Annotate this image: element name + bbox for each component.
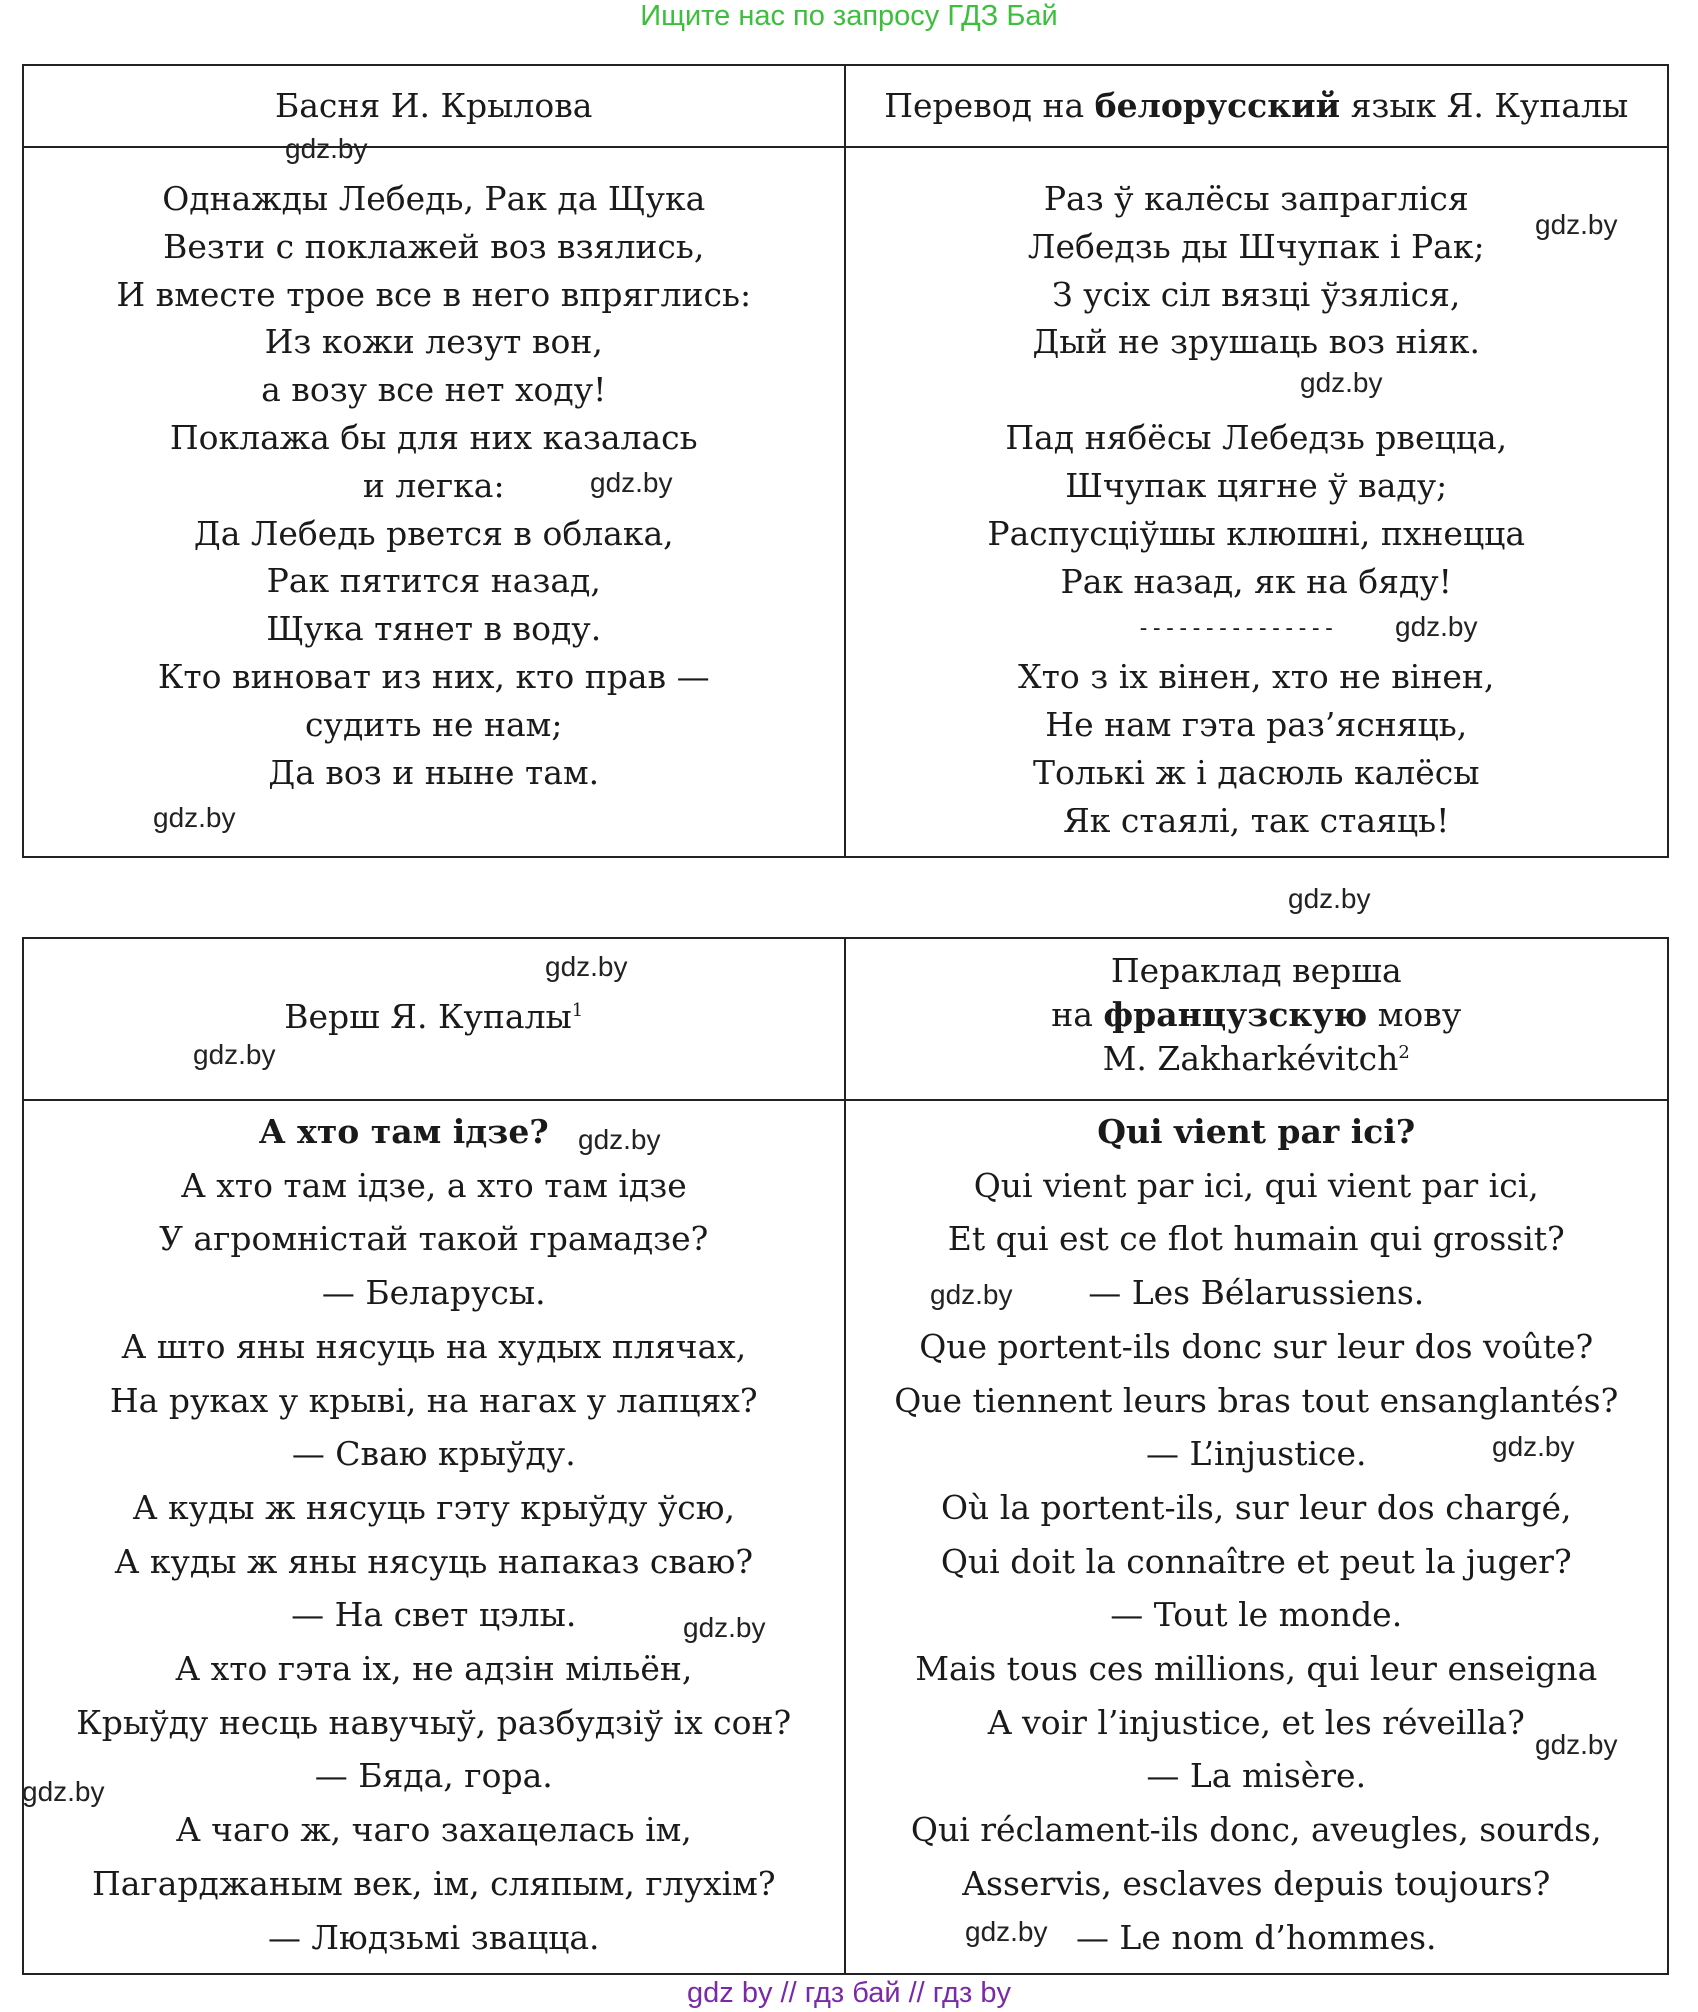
- translation-line: Распусціўшы клюшні, пхнецца: [987, 513, 1526, 553]
- translation-line: Не нам гэта раз’ясняць,: [1045, 705, 1468, 745]
- krylov-fable-text: [24, 148, 846, 856]
- fable-line: Кто виноват из них, кто прав —: [157, 656, 710, 696]
- fable-line: Рак пятится назад,: [266, 561, 601, 601]
- footnote-2: 2: [1398, 1042, 1410, 1063]
- belarusian-bold: белорусский: [1094, 86, 1341, 125]
- translation-line: Пад нябёсы Лебедзь рвецца,: [1005, 418, 1508, 458]
- top-banner: Ищите нас по запросу ГДЗ Бай: [640, 0, 1058, 32]
- french-translation-header: Пераклад верша на французскую мову M. Zakharkévitch$^2$: [1051, 951, 1462, 1078]
- poem-table-header: [24, 939, 1667, 1101]
- poem-line: Пагарджаным век, ім, сляпым, глухім?: [91, 1863, 776, 1903]
- french-line: — Tout le monde.: [1110, 1595, 1403, 1635]
- french-line: — Les Bélarussiens.: [1088, 1273, 1425, 1313]
- kupala-translation-text: [846, 148, 1668, 856]
- fable-line: Поклажа бы для них казалась: [169, 417, 698, 457]
- poem-line: У агромністай такой грамадзе?: [159, 1219, 709, 1259]
- fable-table: [22, 64, 1669, 858]
- french-poem-title: Qui vient par ici?: [1097, 1112, 1416, 1151]
- poem-line: На руках у крыві, на нагах у лапцях?: [109, 1380, 758, 1420]
- watermark: gdz.by: [965, 1916, 1048, 1947]
- watermark: gdz.by: [193, 1039, 276, 1070]
- french-bold: французскую: [1103, 995, 1368, 1034]
- fable-table-header: [24, 66, 1667, 148]
- poem-table: [22, 937, 1669, 1975]
- poem-title: А хто там ідзе?: [258, 1112, 549, 1151]
- watermark: gdz.by: [1535, 209, 1618, 240]
- poem-line: — Бяда, гора.: [314, 1756, 553, 1796]
- fable-line: Да Лебедь рвется в облака,: [193, 513, 674, 553]
- fable-table-body: [24, 148, 1667, 856]
- fable-line: а возу все нет ходу!: [261, 370, 607, 410]
- fable-line: Да воз и ныне там.: [268, 752, 600, 792]
- watermark: gdz.by: [1300, 367, 1383, 398]
- kupala-translation-header: Перевод на белорусский язык Я. Купалы: [884, 86, 1629, 125]
- footnote-1: 1: [571, 1000, 584, 1021]
- french-line: Que tiennent leurs bras tout ensanglantés?: [894, 1380, 1619, 1420]
- french-line: Qui vient par ici, qui vient par ici,: [973, 1165, 1539, 1205]
- watermark: gdz.by: [590, 467, 673, 498]
- translation-line: Дый не зрушаць воз ніяк.: [1032, 322, 1481, 362]
- watermark: gdz.by: [578, 1124, 661, 1155]
- french-line: Asservis, esclaves depuis toujours?: [962, 1863, 1551, 1903]
- translation-line: Раз ў калёсы запрагліся: [1043, 179, 1469, 218]
- translation-line: З усіх сіл вязці ўзяліся,: [1052, 274, 1461, 314]
- poem-line: А чаго ж, чаго захацелась ім,: [175, 1810, 692, 1850]
- poem-line: — На свет цэлы.: [291, 1595, 577, 1635]
- watermark: gdz.by: [1492, 1431, 1575, 1462]
- fable-line: Везти с поклажей воз взялись,: [163, 226, 705, 266]
- poem-line: А куды ж яны нясуць напаказ сваю?: [114, 1541, 754, 1581]
- poem-line: — Людзьмі звацца.: [267, 1917, 600, 1957]
- translation-line: Лебедзь ды Шчупак і Рак;: [1027, 226, 1485, 266]
- poem-line: Крыўду несць навучыў, разбудзіў іх сон?: [76, 1702, 792, 1742]
- french-line: Qui doit la connaître et peut la juger?: [940, 1541, 1572, 1581]
- footer-links: gdz by // гдз бай // гдз by: [687, 1977, 1011, 2009]
- poem-line: А што яны нясуць на худых плячах,: [121, 1326, 747, 1366]
- watermark: gdz.by: [683, 1612, 766, 1643]
- watermark: gdz.by: [22, 1776, 105, 1807]
- poem-line: А хто гэта іх, не адзін мільён,: [175, 1649, 693, 1689]
- fable-line: Из кожи лезут вон,: [264, 322, 603, 362]
- watermark: gdz.by: [1288, 883, 1371, 914]
- watermark: gdz.by: [545, 951, 628, 982]
- french-line: — L’injustice.: [1145, 1434, 1367, 1474]
- translation-line: Толькі ж і дасюль калёсы: [1032, 752, 1480, 792]
- french-line: Et qui est ce flot humain qui grossit?: [947, 1219, 1565, 1259]
- poem-line: А куды ж нясуць гэту крыўду ўсю,: [132, 1487, 736, 1527]
- fable-line: Однажды Лебедь, Рак да Щука: [162, 179, 706, 218]
- french-line: Où la portent-ils, sur leur dos chargé,: [940, 1487, 1572, 1527]
- poem-table-body: [24, 1101, 1667, 1973]
- translation-line: Як стаялі, так стаяць!: [1063, 800, 1450, 840]
- french-line: Que portent-ils donc sur leur dos voûte?: [919, 1326, 1594, 1366]
- kupala-poem-text: [24, 1101, 846, 1973]
- french-line: — La misère.: [1146, 1756, 1367, 1796]
- fable-line: судить не нам;: [305, 704, 563, 744]
- watermark: gdz.by: [153, 802, 236, 833]
- krylov-header: [24, 66, 846, 146]
- watermark: gdz.by: [1395, 611, 1478, 642]
- fable-line: и легка:: [362, 465, 505, 505]
- watermark: gdz.by: [930, 1279, 1013, 1310]
- translation-line: Хто з іх вінен, хто не вінен,: [1018, 657, 1495, 697]
- french-line: A voir l’injustice, et les réveilla?: [987, 1702, 1525, 1742]
- translation-line: Рак назад, як на бяду!: [1060, 561, 1452, 601]
- french-line: Mais tous ces millions, qui leur enseigna: [915, 1649, 1598, 1689]
- fable-line: И вместе трое все в него впряглись:: [116, 274, 752, 314]
- french-line: — Le nom d’hommes.: [1075, 1917, 1437, 1957]
- watermark: gdz.by: [285, 133, 368, 164]
- fable-line: Щука тянет в воду.: [266, 609, 602, 649]
- watermark: gdz.by: [1535, 1729, 1618, 1760]
- poem-line: — Беларусы.: [321, 1273, 546, 1313]
- stanza-divider: ---------------: [1136, 616, 1336, 642]
- translation-line: Шчупак цягне ў ваду;: [1065, 465, 1448, 505]
- french-poem-text: [846, 1101, 1668, 1973]
- krylov-header-text: Басня И. Крылова: [275, 86, 593, 125]
- poem-line: — Сваю крыўду.: [291, 1434, 576, 1474]
- kupala-poem-header: Верш Я. Купалы$^1$: [24, 939, 846, 1099]
- poem-line: А хто там ідзе, а хто там ідзе: [180, 1165, 687, 1205]
- french-line: Qui réclament-ils donc, aveugles, sourds,: [910, 1810, 1602, 1850]
